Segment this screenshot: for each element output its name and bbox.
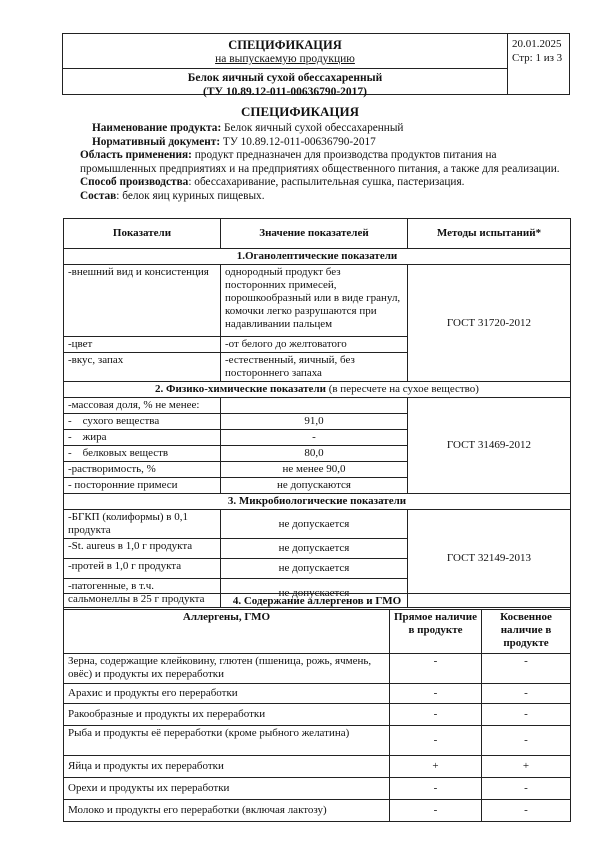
header-divider (63, 68, 507, 69)
direct-cell: - (390, 654, 482, 684)
section-row: 2. Физико-химические показатели (в пересчете на сухое вещество) (64, 382, 571, 398)
allergen-cell: Орехи и продукты их переработки (64, 778, 390, 800)
method-cell: ГОСТ 31469-2012 (408, 398, 571, 494)
table-row (64, 756, 571, 778)
indicator-cell: -массовая доля, % не менее: (64, 398, 221, 414)
table-row (64, 265, 571, 337)
meta-norm: Нормативный документ: ТУ 10.89.12-011-00636790-2017 (92, 135, 376, 148)
col-header-indirect: Косвенное наличие в продукте (482, 610, 571, 654)
document-header (62, 33, 570, 98)
indicator-cell: -цвет (64, 337, 221, 353)
indirect-cell: - (482, 704, 571, 726)
allergen-cell: Ракообразные и продукты их переработки (64, 704, 390, 726)
table-row (64, 510, 571, 539)
header-title: СПЕЦИФИКАЦИЯ (228, 38, 342, 52)
indicator-cell: - сухого вещества (64, 414, 221, 430)
value-cell: 91,0 (221, 414, 408, 430)
header-side-block (508, 34, 570, 68)
indirect-cell: - (482, 684, 571, 704)
allergen-cell: Арахис и продукты его переработки (64, 684, 390, 704)
header-subtitle: на выпускаемую продукцию (215, 53, 355, 65)
header-product: Белок яичный сухой обессахаренный (187, 72, 383, 84)
allergen-cell: Зерна, содержащие клейковину, глютен (пшеница, рожь, ячмень, овёс) и продукты их переработки (64, 654, 390, 684)
table-row (64, 654, 571, 684)
table-header-row (64, 219, 571, 249)
direct-cell: - (390, 726, 482, 756)
indirect-cell: - (482, 778, 571, 800)
header-page-number: Стр: 1 из 3 (512, 52, 563, 64)
table-row (64, 704, 571, 726)
indirect-cell: - (482, 800, 571, 822)
value-cell: не допускается (221, 510, 408, 539)
header-title-block (63, 34, 508, 98)
value-cell: -от белого до желтоватого (221, 337, 408, 353)
indirect-cell: + (482, 756, 571, 778)
spec-table (63, 218, 571, 608)
section-row: 1.Оганолептические показатели (64, 249, 571, 265)
section-row: 3. Микробиологические показатели (64, 494, 571, 510)
allergen-header-row (64, 610, 571, 654)
allergen-cell: Рыба и продукты её переработки (кроме рыбного желатина) (64, 726, 390, 756)
meta-composition: Состав: белок яиц куриных пищевых. (80, 189, 265, 202)
value-cell: не допускаются (221, 478, 408, 494)
value-cell: не допускается (221, 539, 408, 559)
direct-cell: - (390, 704, 482, 726)
meta-area: Область применения: продукт предназначен для производства продуктов питания на промышленных предприятиях и на предприятиях общественного питания, а также для реализации. (80, 149, 560, 175)
indicator-cell: -растворимость, % (64, 462, 221, 478)
indirect-cell: - (482, 726, 571, 756)
allergen-cell: Молоко и продукты его переработки (включая лактозу) (64, 800, 390, 822)
indicator-cell: -St. aureus в 1,0 г продукта (64, 539, 221, 559)
indicator-cell: -вкус, запах (64, 353, 221, 382)
indicator-cell: -внешний вид и консистенция (64, 265, 221, 337)
col-header-value: Значение показателей (221, 219, 408, 249)
method-cell: ГОСТ 31720-2012 (408, 265, 571, 382)
table-row (64, 778, 571, 800)
indirect-cell: - (482, 654, 571, 684)
direct-cell: + (390, 756, 482, 778)
indicator-cell: -патогенные, в т.ч. сальмонеллы в 25 г продукта (64, 579, 221, 608)
header-date: 20.01.2025 (512, 38, 562, 50)
meta-method: Способ производства: обессахаривание, распылительная сушка, пастеризация. (80, 176, 465, 189)
method-cell: ГОСТ 32149-2013 (408, 510, 571, 608)
meta-name: Наименование продукта: Белок яичный сухой обессахаренный (92, 122, 404, 134)
direct-cell: - (390, 800, 482, 822)
indicator-cell: - жира (64, 430, 221, 446)
section-row: 4. Содержание аллергенов и ГМО (64, 594, 571, 610)
table-row (64, 726, 571, 756)
allergen-cell: Яйца и продукты их переработки (64, 756, 390, 778)
header-tu: (ТУ 10.89.12-011-00636790-2017) (203, 86, 367, 98)
indicator-cell: - посторонние примеси (64, 478, 221, 494)
direct-cell: - (390, 778, 482, 800)
table-row (64, 684, 571, 704)
col-header-direct: Прямое наличие в продукте (390, 610, 482, 654)
value-cell: однородный продукт без посторонних примесей, порошкообразный или в виде гранул, комочки легко разрушаются при надавливании пальцем (221, 265, 408, 337)
document-title: СПЕЦИФИКАЦИЯ (240, 104, 360, 119)
value-cell: - (221, 430, 408, 446)
col-header-indicator: Показатели (64, 219, 221, 249)
value-cell: -естественный, яичный, без постороннего запаха (221, 353, 408, 382)
col-header-allergen: Аллергены, ГМО (64, 610, 390, 654)
direct-cell: - (390, 684, 482, 704)
table-row (64, 398, 571, 414)
value-cell: 80,0 (221, 446, 408, 462)
product-meta (80, 122, 564, 204)
value-cell: не допускается (221, 579, 408, 608)
indicator-cell: -БГКП (колиформы) в 0,1 продукта (64, 510, 221, 539)
value-cell: не менее 90,0 (221, 462, 408, 478)
value-cell (221, 398, 408, 414)
col-header-method: Методы испытаний* (408, 219, 571, 249)
table-row (64, 800, 571, 822)
indicator-cell: - белковых веществ (64, 446, 221, 462)
allergen-table (63, 593, 571, 822)
value-cell: не допускается (221, 559, 408, 579)
indicator-cell: -протей в 1,0 г продукта (64, 559, 221, 579)
